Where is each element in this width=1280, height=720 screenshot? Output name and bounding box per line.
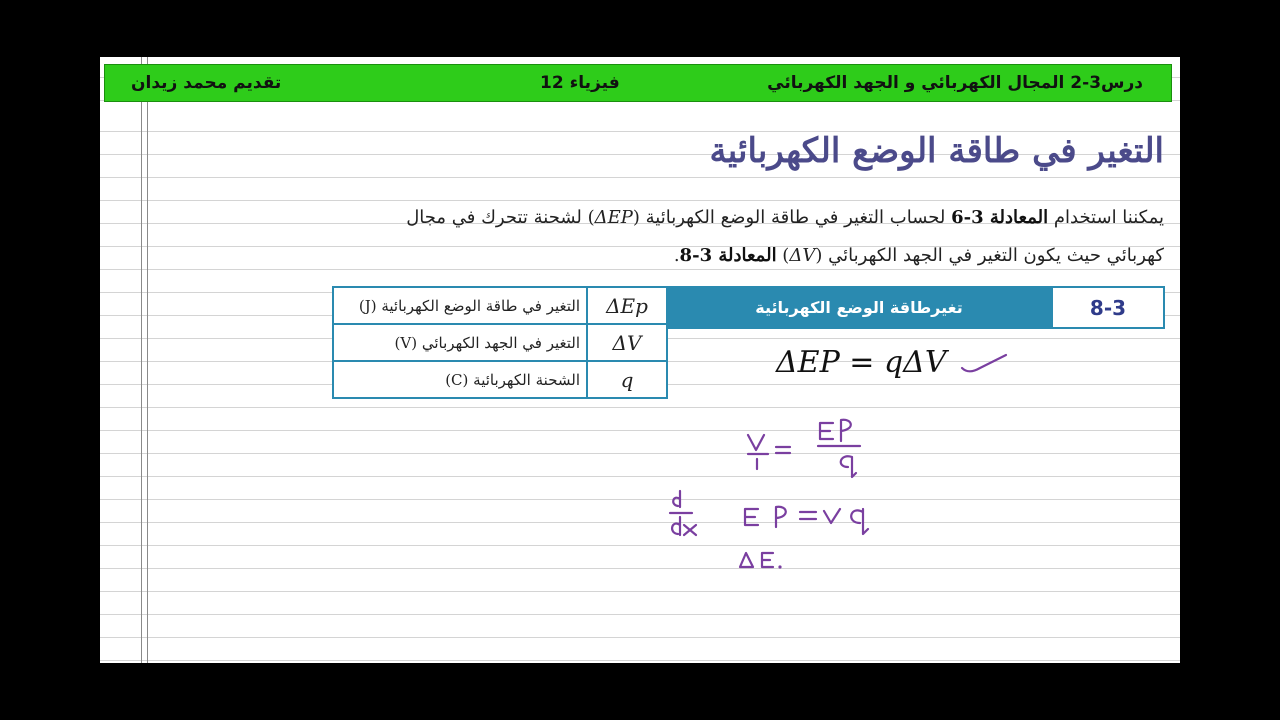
para-text: لحساب التغير في طاقة الوضع الكهربائية (	[632, 207, 952, 228]
variable-symbol: ΔV	[587, 324, 667, 361]
variable-description: الشحنة الكهربائية (C)	[333, 361, 587, 398]
notebook-page	[100, 57, 1180, 663]
para-text: .	[673, 245, 680, 266]
para-text: )	[776, 245, 790, 266]
equation-number: 8-3	[1051, 288, 1163, 327]
handwritten-e	[745, 509, 758, 525]
variable-symbol: q	[587, 361, 667, 398]
symbol-delta-v: ΔV	[789, 245, 816, 266]
variable-symbol: ΔEp	[587, 287, 667, 324]
handwritten-p	[841, 420, 851, 441]
handwritten-equals	[800, 512, 816, 519]
para-text: ) لشحنة تتحرك في مجال	[406, 207, 595, 228]
variable-description: التغير في الجهد الكهربائي (V)	[333, 324, 587, 361]
handwritten-dx	[672, 517, 696, 535]
handwritten-v	[824, 509, 840, 523]
equation-ref: المعادلة 3-6	[951, 207, 1049, 228]
handwritten-equals	[776, 447, 790, 453]
handwritten-q	[841, 456, 856, 477]
handwritten-d	[673, 491, 680, 507]
equation-label: تغيرطاقة الوضع الكهربائية	[667, 288, 1051, 327]
handwritten-delta	[740, 553, 753, 567]
symbol-delta-ep: ΔEP	[594, 207, 633, 228]
author-name: تقديم محمد زيدان	[131, 73, 282, 93]
handwritten-p	[776, 507, 786, 527]
handwritten-e	[820, 423, 833, 439]
variable-description: التغير في طاقة الوضع الكهربائية (J)	[333, 287, 587, 324]
handwritten-dot	[778, 565, 781, 568]
course-name: فيزياء 12	[540, 73, 620, 93]
handwritten-q	[851, 509, 868, 534]
checkmark-icon	[962, 355, 1006, 371]
para-text: يمكننا استخدام	[1048, 207, 1164, 228]
handwriting-layer	[100, 57, 1180, 663]
lesson-title: درس3-2 المجال الكهربائي و الجهد الكهربائي	[767, 73, 1143, 93]
equation-ref: المعادلة 3-8	[679, 245, 777, 266]
equation-formula: ΔEP = qΔV	[776, 345, 947, 380]
handwritten-e	[762, 553, 773, 567]
para-text: كهربائي حيث يكون التغير في الجهد الكهربائي (	[815, 245, 1164, 266]
handwritten-v	[748, 435, 764, 450]
page-title: التغير في طاقة الوضع الكهربائية	[709, 131, 1164, 171]
